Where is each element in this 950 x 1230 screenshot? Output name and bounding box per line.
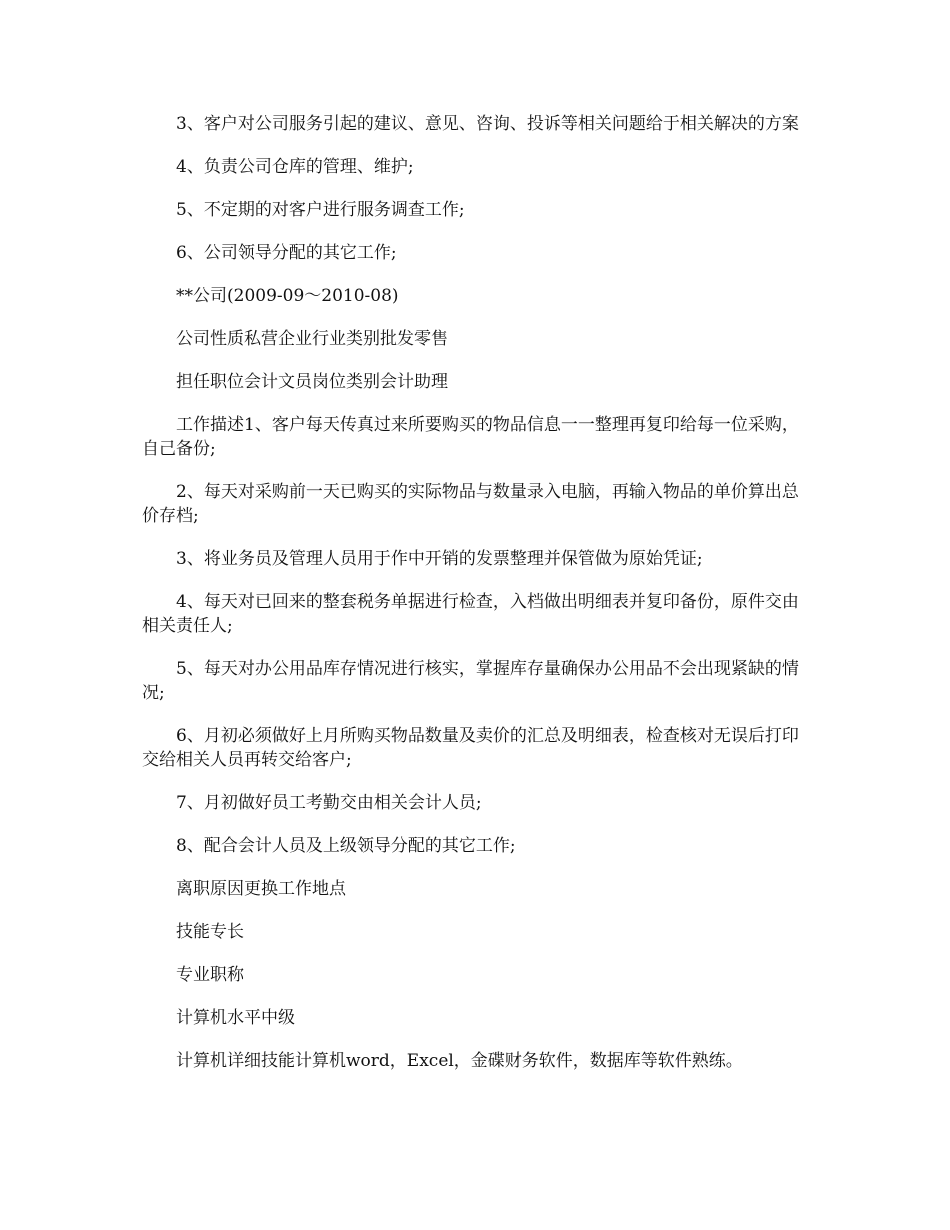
paragraph-duty-5: 5、不定期的对客户进行服务调查工作; xyxy=(176,200,465,220)
skills-heading: 技能专长 xyxy=(176,922,244,942)
work-description-3: 3、将业务员及管理人员用于作中开销的发票整理并保管做为原始凭证; xyxy=(176,549,703,569)
professional-title: 专业职称 xyxy=(176,965,244,985)
leaving-reason: 离职原因更换工作地点 xyxy=(176,879,346,899)
position-info: 担任职位会计文员岗位类别会计助理 xyxy=(176,372,448,392)
work-description-2: 2、每天对采购前一天已购买的实际物品与数量录入电脑，再输入物品的单价算出总价存档; xyxy=(142,482,799,526)
work-description-8: 8、配合会计人员及上级领导分配的其它工作; xyxy=(176,836,516,856)
paragraph-duty-4: 4、负责公司仓库的管理、维护; xyxy=(176,157,414,177)
work-description-4: 4、每天对已回来的整套税务单据进行检查，入档做出明细表并复印备份，原件交由相关责任人; xyxy=(142,592,799,636)
company-heading: **公司(2009-09～2010-08) xyxy=(176,286,399,306)
work-description-1: 工作描述1、客户每天传真过来所要购买的物品信息一一整理再复印给每一位采购，自己备份; xyxy=(142,415,799,459)
computer-level: 计算机水平中级 xyxy=(176,1008,295,1028)
work-description-7: 7、月初做好员工考勤交由相关会计人员; xyxy=(176,793,482,813)
work-description-5: 5、每天对办公用品库存情况进行核实，掌握库存量确保办公用品不会出现紧缺的情况; xyxy=(142,659,799,703)
paragraph-duty-6: 6、公司领导分配的其它工作; xyxy=(176,243,397,263)
work-description-6: 6、月初必须做好上月所购买物品数量及卖价的汇总及明细表，检查核对无误后打印交给相关人员再转交给客户; xyxy=(142,726,799,770)
computer-skills-detail: 计算机详细技能计算机word，Excel，金碟财务软件，数据库等软件熟练。 xyxy=(176,1051,743,1071)
company-nature: 公司性质私营企业行业类别批发零售 xyxy=(176,329,448,349)
document-body xyxy=(142,112,810,1092)
paragraph-duty-3: 3、客户对公司服务引起的建议、意见、咨询、投诉等相关问题给于相关解决的方案 xyxy=(176,114,799,134)
